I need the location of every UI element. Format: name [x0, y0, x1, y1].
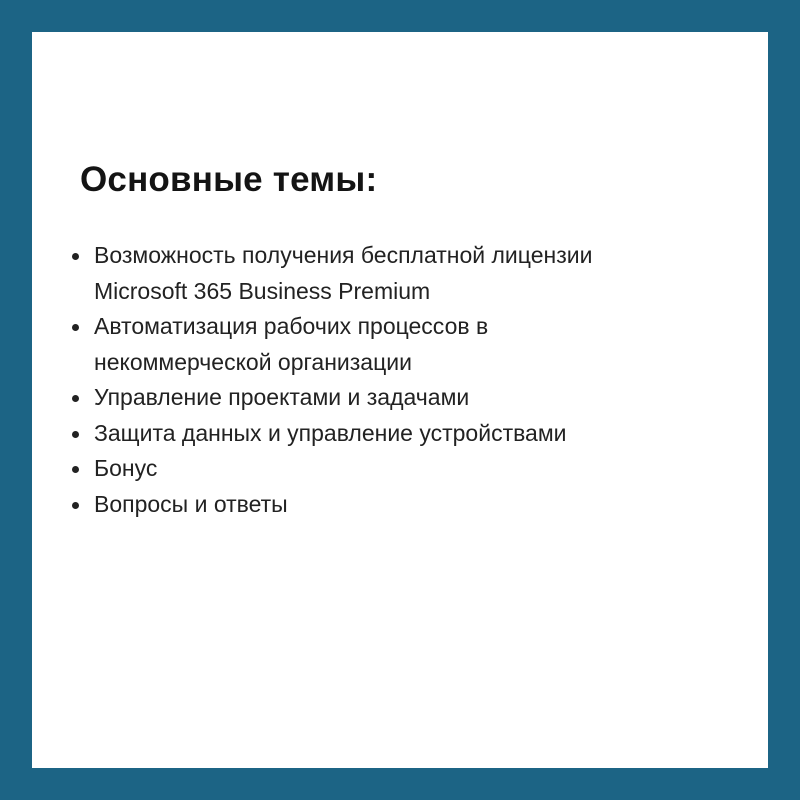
topic-text: Вопросы и ответы [94, 490, 288, 517]
topic-text: некоммерческой организации [94, 348, 412, 375]
topic-item [72, 238, 732, 309]
topic-text: Microsoft 365 Business Premium [94, 277, 431, 304]
bullet-icon [72, 324, 79, 331]
topic-text: Возможность получения бесплатной лицензии [94, 242, 593, 268]
topic-item [72, 487, 732, 523]
topic-text: Защита данных и управление устройствами [94, 419, 567, 446]
topic-item [72, 309, 732, 380]
topics-list [72, 238, 732, 522]
topic-item [72, 380, 732, 416]
content-card [32, 32, 768, 768]
topic-text: Бонус [94, 455, 158, 481]
bullet-icon [72, 253, 79, 260]
bullet-icon [72, 466, 79, 473]
bullet-icon [72, 395, 79, 402]
page-title: Основные темы: [80, 160, 378, 199]
topic-item [72, 451, 732, 487]
bullet-icon [72, 431, 79, 438]
topic-text: Автоматизация рабочих процессов в [94, 313, 489, 339]
bullet-icon [72, 502, 79, 509]
topic-text: Управление проектами и задачами [94, 384, 470, 410]
topic-item [72, 416, 732, 452]
